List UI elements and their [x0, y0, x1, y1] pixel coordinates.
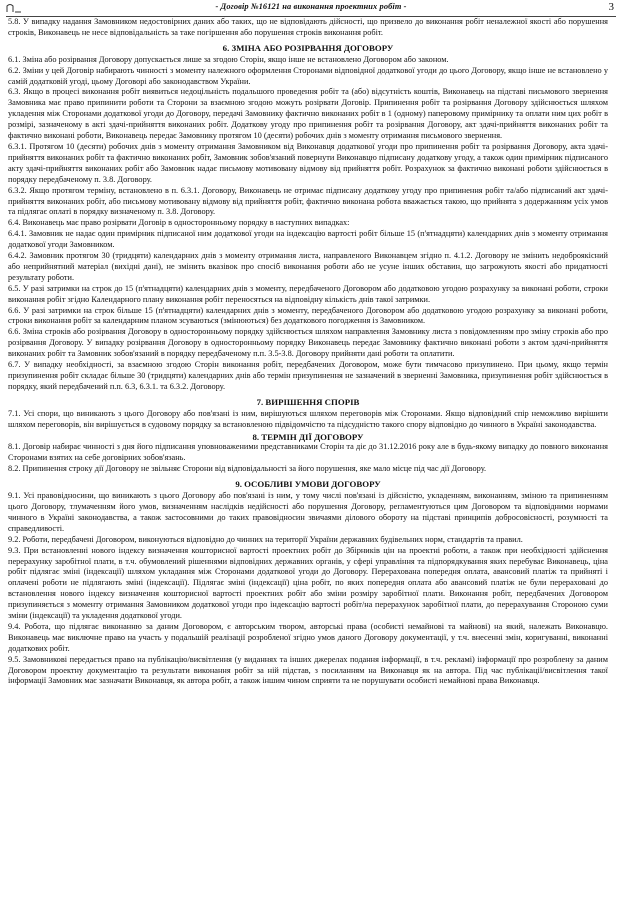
clause-paragraph: 6.3.1. Протягом 10 (десяти) робочих днів з моменту отримання Замовником від Виконавця додаткової угоди про припинення робіт та розірвання Договору, акта здачі-прийняття виконаних робіт та фактично виконаних робіт, Замовник зобов'язаний повернути Виконавцю підписану додаткову угоду, а також один примірник підписаного акту здачі-прийняття виконаних робіт або Замовник надає письмову мотивовану відмову від прийняття робіт. Розрахунок за фактично виконані роботи здійснюється в порядку передбаченому п. 3.8. Договору.: [8, 141, 608, 184]
clause-paragraph: 8.1. Договір набирає чинності з дня його підписання уповноваженими представниками Сторін та діє до 31.12.2016 року але в будь-якому випадку до повного виконання Сторонами взятих на себе договірних зобов'язань.: [8, 442, 608, 463]
clause-paragraph: 6.2. Зміни у цей Договір набирають чинності з моменту належного оформлення Сторонами відповідної додаткової угоди до цього Договору, якщо інше не встановлено у самій додатковій угоді, цьому Договорі або законодавством України.: [8, 65, 608, 86]
clause-paragraph: 9.2. Роботи, передбачені Договором, виконуються відповідно до чинних на території України державних будівельних норм, стандартів та правил.: [8, 534, 523, 544]
clause-paragraph: 9.5. Замовникові передається право на публікацію/висвітлення (у виданнях та інших джерелах подання інформації, в т.ч. рекламі) інформації про розроблену за даним Договором проектну документацію та результати виконання робіт за ній підстав, з посиланням на Виконавця як на автора. Під час публікації/висвітлення такої інформації Замовник має зазначати Виконавця, як автора робіт, а також іншим чином сприяти та не порушувати особисті немайнові права Виконавця.: [8, 654, 608, 686]
clause-paragraph: 6.7. У випадку необхідності, за взаємною згодою Сторін виконання робіт, передбачених Договором, може бути тимчасово призупинено. При цьому, якщо термін призупинення робіт складає більше 30 (тридцяти) календарних днів або термін призупинення не зазначений в зверненні Замовника, призупинення робіт здійснюється в порядку, який передбачений п.п. 6.3, 6.3.1. та 6.3.2. Договору.: [8, 360, 608, 391]
document-body: [8, 17, 608, 687]
page-header: [6, 2, 616, 17]
clause-paragraph: 6.6. У разі затримки на строк більше 15 (п'ятнадцяти) календарних днів з моменту, передбаченого Договором або додатковою угодою розрахунку за виконані роботи, строки виконання робіт за календарним планом зсуваються (змінюються) без додаткового погодження із Замовником.: [8, 305, 608, 326]
clause-paragraph: 6.4.2. Замовник протягом 30 (тридцяти) календарних днів з моменту отримання листа, направленого Виконавцем згідно п. 4.1.2. Договору не змінить недоброякісний або неприйнятний матеріал (вихідні дані), не змінить вказівок про спосіб виконання роботи або не усуне інших обставин, що загрожують якості або придатності результату роботи.: [8, 251, 608, 282]
clause-paragraph: 7.1. Усі спори, що виникають з цього Договору або пов'язані із ним, вирішуються шляхом переговорів між Сторонами. Якщо відповідний спір неможливо вирішити шляхом переговорів, він вирішується в судовому порядку за встановленою підвідомчістю та підсудністю такого спору відповідно до чинного в Україні законодавства.: [8, 408, 608, 429]
clause-paragraph: 9.4. Робота, що підлягає виконанню за даним Договором, є авторським твором, авторські права (особисті немайнові та майнові) на який, належать Виконавцю. Виконавець має виключне право на участь у подальшій реалізації розробленої згідно умов даного Договору документації, у т.ч. внесенні змін, коригуванні, виконанні додаткових робіт.: [8, 621, 608, 653]
clause-paragraph: 6.4.1. Замовник не надає один примірник підписаної ним додаткової угоди на індексацію вартості робіт більше 15 (п'ятнадцяти) календарних днів з моменту отримання додаткової угоди Замовником.: [8, 229, 608, 250]
clause-paragraph: 6.4. Виконавець має право розірвати Договір в односторонньому порядку в наступних випадках:: [8, 218, 350, 228]
clause-paragraph: 6.3. Якщо в процесі виконання робіт виявиться недоцільність подальшого проведення робіт та (або) відсутність коштів, Виконавець на підставі письмового звернення Замовника має право припинити роботи та Сторони за взаємною згодою можуть розірвати Договір. Припинення робіт та розірвання Договору здійснюється шляхом укладення між Сторонами додаткової угоди до Договору, передачі Замовнику фактично виконаних робіт в 1 (одному) паперовому примірнику та оплати ним цих робіт в розмірі, зазначеному в акті здачі-прийняття виконаних робіт. Додаткову угоду про припинення робіт та розірвання Договору, акт здачі-прийняття виконаних робіт та фактично виконані роботи, Виконавець передає Замовнику протягом 10 (десяти) робочих днів з моменту отримання письмового звернення.: [8, 87, 608, 141]
clause-paragraph: 8.2. Припинення строку дії Договору не звільняє Сторони від відповідальності за його порушення, яке мало місце під час дії Договору.: [8, 464, 487, 474]
clause-paragraph: 6.1. Зміна або розірвання Договору допускається лише за згодою Сторін, якщо інше не встановлено Договором або законом.: [8, 54, 449, 64]
clause-paragraph: 5.8. У випадку надання Замовником недостовірних даних або таких, що не відповідають дійсності, що призвело до виконання робіт неналежної якості або порушення строків, Виконавець не несе відповідальність за таке погіршення або порушення строків виконання робіт.: [8, 17, 608, 37]
clause-paragraph: 9.1. Усі правовідносини, що виникають з цього Договору або пов'язані із ним, у тому числі пов'язані із дійсністю, укладенням, виконанням, зміною та припиненням цього Договору, тлумаченням його умов, визначенням наслідків недійсності або порушення Договору, регламентуються цим Договором та відповідними нормами чинного в Україні законодавства, а також застосовними до таких правовідносин звичаями ділового обороту на підставі принципів добросовісності, розумності та справедливості.: [8, 491, 608, 533]
clause-paragraph: 6.5. У разі затримки на строк до 15 (п'ятнадцяти) календарних днів з моменту, передбаченого Договором або додатковою угодою розрахунку за виконані роботи, строки виконання робіт згідно Календарного плану виконання робіт переносяться на відповідну кількість днів такої затримки.: [8, 283, 608, 304]
section-heading: 9. ОСОБЛИВІ УМОВИ ДОГОВОРУ: [235, 479, 381, 490]
clause-paragraph: 6.3.2. Якщо протягом терміну, встановлено в п. 6.3.1. Договору, Виконавець не отримає підписану додаткову угоду про припинення робіт та/або підписаний акт здачі-прийняття виконаних робіт, або письмову мотивовану відмову від прийняття робіт, фактично виконана робота вважається такою, що прийнята з додержанням усіх умов та підлягає оплаті в порядку визначеному п. 3.8. Договору.: [8, 185, 608, 217]
section-heading: 6. ЗМІНА АБО РОЗІРВАННЯ ДОГОВОРУ: [222, 42, 394, 53]
header-title: - Договір №16121 на виконання проектних робіт -: [215, 2, 407, 11]
clause-paragraph: 9.3. При встановленні нового індексу визначення кошторисної вартості проектних робіт до Збірників цін на проектні роботи, а також при необхідності здійснення перерахунку заробітної плати, в т.ч. обумовлений рішеннями відповідних державних органів, у сфері управління та підпорядкування яких перебуває Виконавець, ціна робіт підлягає зміні (індексації) шляхом укладання між Сторонами додаткової угоди до Договору. Перерахована попередня оплата, авансовий платіж та прийняті і оплачені роботи не підлягають зміні (індексації). Підлягає зміні (індексації) ціна робіт, по яких попередня оплата або авансовий платіж не були перераховані до встановлення нового індексу визначення кошторисної вартості проектних робіт або зміни розміру заробітної плати. Виконання робіт, передбачених Договором призупиняється з моменту отримання Замовником додаткової угоди про індексацію вартості робіт/на перерахунок заробітної плати, до перерахування Стороною суми зміни (індексації) та укладення додаткової угоди.: [8, 545, 608, 621]
section-heading: 8. ТЕРМІН ДІЇ ДОГОВОРУ: [252, 431, 364, 442]
section-heading: 7. ВИРІШЕННЯ СПОРІВ: [256, 396, 360, 407]
clause-paragraph: 6.6. Зміна строків або розірвання Договору в односторонньому порядку здійснюється шляхом направлення Замовнику листа з повідомленням про зміну строків або про розірвання Договору. У випадку розірвання Договору в односторонньому порядку Виконавець передає Замовнику фактично виконані роботи з актом здачі-прийняття виконаних робіт та Замовник зобов'язаний в порядку передбаченому п.п. 3.5-3.8. Договору прийняти дані роботи та оплатити.: [8, 327, 608, 359]
page-number: 3: [608, 1, 614, 13]
